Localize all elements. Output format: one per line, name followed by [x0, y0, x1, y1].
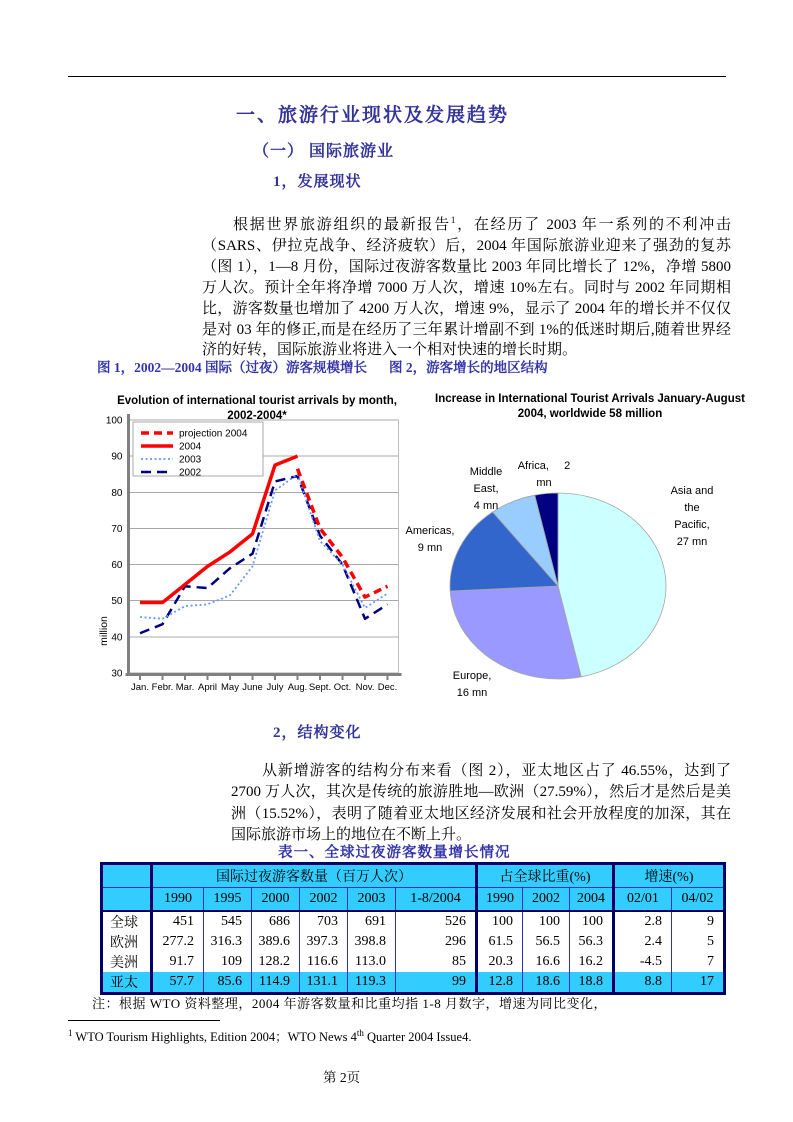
table-cell: 16.2	[570, 952, 614, 972]
table-row-全球	[102, 911, 725, 932]
figure-captions	[97, 356, 548, 376]
table-cell: 389.6	[252, 932, 300, 952]
ordinal-suffix: th	[356, 1027, 364, 1038]
table-cell: 18.8	[570, 972, 614, 994]
table-group-header: 增速(%)	[614, 864, 725, 888]
table-cell: 56.5	[523, 932, 570, 952]
paragraph-text: ，在经历了 2003 年一系列的不利冲击（SARS、伊拉克战争、经济疲软）后，2004 年国际旅游业迎来了强劲的复苏（图 1），1—8 月份，国际过夜游客数量比 2003 年同比增长了 12%，净增 5800 万人次。预计全年将净增 7000 万人次，增速 10%左右。同时与 2002 年同期相比，游客数量也增加了 4200 万人次，增速 9%，显示了 2004 年的增长并不仅仅是对 03 年的修正,而是在经历了三年累计增副不到 1%的低迷时期后,随着世界经济的好转，国际旅游业将进入一个相对快速的增长时期。	[202, 217, 731, 359]
table-cell: 99	[396, 972, 477, 994]
table-cell: 85	[396, 952, 477, 972]
table-cell: 7	[672, 952, 725, 972]
footnote-rule	[68, 1020, 220, 1021]
pie-label-europe: Europe, 16 mn	[452, 670, 492, 699]
table-cell: 12.8	[477, 972, 523, 994]
table-cell: 686	[252, 911, 300, 932]
table-note: 注：根据 WTO 资料整理，2004 年游客数量和比重均指 1-8 月数字，增速为同比变化，	[92, 996, 607, 1011]
pie-chart-figure	[400, 388, 748, 710]
table-cell: 9	[672, 911, 725, 932]
table-cell: 114.9	[252, 972, 300, 994]
table-cell: 17	[672, 972, 725, 994]
table-year-header: 2003	[348, 888, 396, 912]
footnote-text: Quarter 2004 Issue4.	[363, 1030, 472, 1044]
series-line-2004	[140, 456, 298, 602]
y-axis-label: 50	[111, 596, 123, 608]
paragraph-development-status	[202, 215, 731, 361]
x-axis-label: Aug.	[287, 682, 308, 693]
footnote-text: WTO Tourism Highlights, Edition 2004；WTO News 4	[75, 1030, 357, 1044]
table-row-美洲	[102, 952, 725, 972]
table-cell: 56.3	[570, 932, 614, 952]
row-label: 亚太	[102, 972, 152, 994]
y-axis-label: 70	[111, 523, 123, 535]
table-cell: 277.2	[152, 932, 204, 952]
table-year-header: 1995	[204, 888, 252, 912]
paragraph-structure-change: 从新增游客的结构分布来看（图 2），亚太地区占了 46.55%，达到了 2700 万人次，其次是传统的旅游胜地—欧洲（27.59%），然后才是然后是美洲（15.52%），表明了随着亚太地区经济发展和社会开放程度的加深，其在国际旅游市场上的地位在不断上升。	[231, 763, 731, 843]
footnote-reference: 1	[450, 215, 456, 225]
y-axis-label: 100	[105, 415, 123, 427]
table-cell: 131.1	[300, 972, 348, 994]
table-cell: 57.7	[152, 972, 204, 994]
table-subheader-row	[102, 888, 725, 912]
table-cell: 109	[204, 952, 252, 972]
pie-chart-title: Increase in International Tourist Arrivals January-August 2004, worldwide 58 million	[435, 393, 745, 420]
x-axis-label: June	[242, 682, 263, 693]
table-cell: 691	[348, 911, 396, 932]
table-group-header: 占全球比重(%)	[477, 864, 614, 888]
x-axis-label: Sept.	[308, 682, 332, 693]
table-year-header: 2002	[300, 888, 348, 912]
y-axis-label: 80	[111, 487, 123, 499]
x-axis-label: April	[197, 682, 218, 693]
table-cell: 703	[300, 911, 348, 932]
table-cell: 8.8	[614, 972, 672, 994]
sub-heading-development: 1，发展现状	[273, 174, 362, 190]
table-cell: 316.3	[204, 932, 252, 952]
x-axis-label: Nov.	[355, 682, 375, 693]
footnote-number: 1	[68, 1027, 73, 1038]
legend-label-2002: 2002	[179, 467, 202, 479]
table-cell: 61.5	[477, 932, 523, 952]
table-cell: 451	[152, 911, 204, 932]
row-label: 全球	[102, 911, 152, 932]
table-year-header: 2002	[523, 888, 570, 912]
subsection-heading: （一） 国际旅游业	[253, 143, 395, 160]
table-year-header: 2000	[252, 888, 300, 912]
paragraph-text: 根据世界旅游组织的最新报告	[233, 217, 451, 233]
y-axis-label: 40	[111, 632, 123, 644]
global-tourist-table	[100, 862, 726, 995]
table-cell: 119.3	[348, 972, 396, 994]
table-cell: 296	[396, 932, 477, 952]
footnote	[68, 1027, 471, 1045]
table-cell: 128.2	[252, 952, 300, 972]
table-row-亚太	[102, 972, 725, 994]
pie-slice-europe	[450, 586, 581, 679]
y-axis-label: 30	[111, 668, 123, 680]
x-axis-label: Jan.	[131, 682, 149, 693]
table-corner-cell	[102, 864, 152, 888]
legend-label-2004: 2004	[179, 441, 202, 453]
legend-label-2003: 2003	[179, 454, 202, 466]
table-cell: 2.8	[614, 911, 672, 932]
table-cell: 85.6	[204, 972, 252, 994]
header-rule	[68, 76, 726, 77]
sub-heading-structure: 2，结构变化	[273, 725, 362, 741]
table-cell: -4.5	[614, 952, 672, 972]
pie-label-asia-and-the-pacific: Asia and the Pacific, 27 mn	[670, 485, 714, 548]
figure1-caption: 图 1，2002—2004 国际（过夜）游客规模增长	[97, 360, 367, 375]
table-year-header: 02/01	[614, 888, 672, 912]
y-axis-title: million	[98, 616, 110, 646]
x-axis-label: Mar.	[175, 682, 195, 693]
table-row-欧洲	[102, 932, 725, 952]
table-cell: 113.0	[348, 952, 396, 972]
table-cell: 116.6	[300, 952, 348, 972]
pie-label-americas: Americas, 9 mn	[405, 525, 455, 554]
page-number: 第 2页	[323, 1070, 361, 1085]
row-label: 欧洲	[102, 932, 152, 952]
section-heading: 一、旅游行业现状及发展趋势	[236, 105, 510, 126]
line-chart-title: Evolution of international tourist arrivals by month, 2002-2004*	[117, 395, 397, 422]
table-year-header: 1990	[477, 888, 523, 912]
table-cell: 398.8	[348, 932, 396, 952]
figure2-caption: 图 2，游客增长的地区结构	[389, 360, 548, 375]
table-cell: 20.3	[477, 952, 523, 972]
table-cell: 100	[477, 911, 523, 932]
table-cell: 100	[523, 911, 570, 932]
table-year-header: 04/02	[672, 888, 725, 912]
x-axis-label: Febr.	[151, 682, 174, 693]
table-cell: 5	[672, 932, 725, 952]
table-year-header: 1990	[152, 888, 204, 912]
x-axis-label: Oct.	[333, 682, 352, 693]
table-group-header-row	[102, 864, 725, 888]
table-year-header: 2004	[570, 888, 614, 912]
table-cell: 526	[396, 911, 477, 932]
table-cell: 545	[204, 911, 252, 932]
table-cell: 100	[570, 911, 614, 932]
legend-label-projection-2004: projection 2004	[179, 428, 248, 440]
pie-label-africa: Africa, 2 mn	[517, 460, 571, 489]
row-label: 美洲	[102, 952, 152, 972]
x-axis-label: May	[221, 682, 239, 693]
table-cell: 2.4	[614, 932, 672, 952]
table-title: 表一、全球过夜游客数量增长情况	[278, 845, 511, 861]
table-cell: 91.7	[152, 952, 204, 972]
table-corner-cell	[102, 888, 152, 912]
table-cell: 397.3	[300, 932, 348, 952]
table-group-header: 国际过夜游客数量（百万人次）	[152, 864, 477, 888]
y-axis-label: 90	[111, 451, 123, 463]
x-axis-label: Dec.	[377, 682, 398, 693]
table-year-header: 1-8/2004	[396, 888, 477, 912]
y-axis-label: 60	[111, 560, 123, 572]
table-cell: 16.6	[523, 952, 570, 972]
pie-label-middle-east: Middle East, 4 mn	[469, 466, 503, 512]
x-axis-label: July	[266, 682, 284, 693]
table-cell: 18.6	[523, 972, 570, 994]
